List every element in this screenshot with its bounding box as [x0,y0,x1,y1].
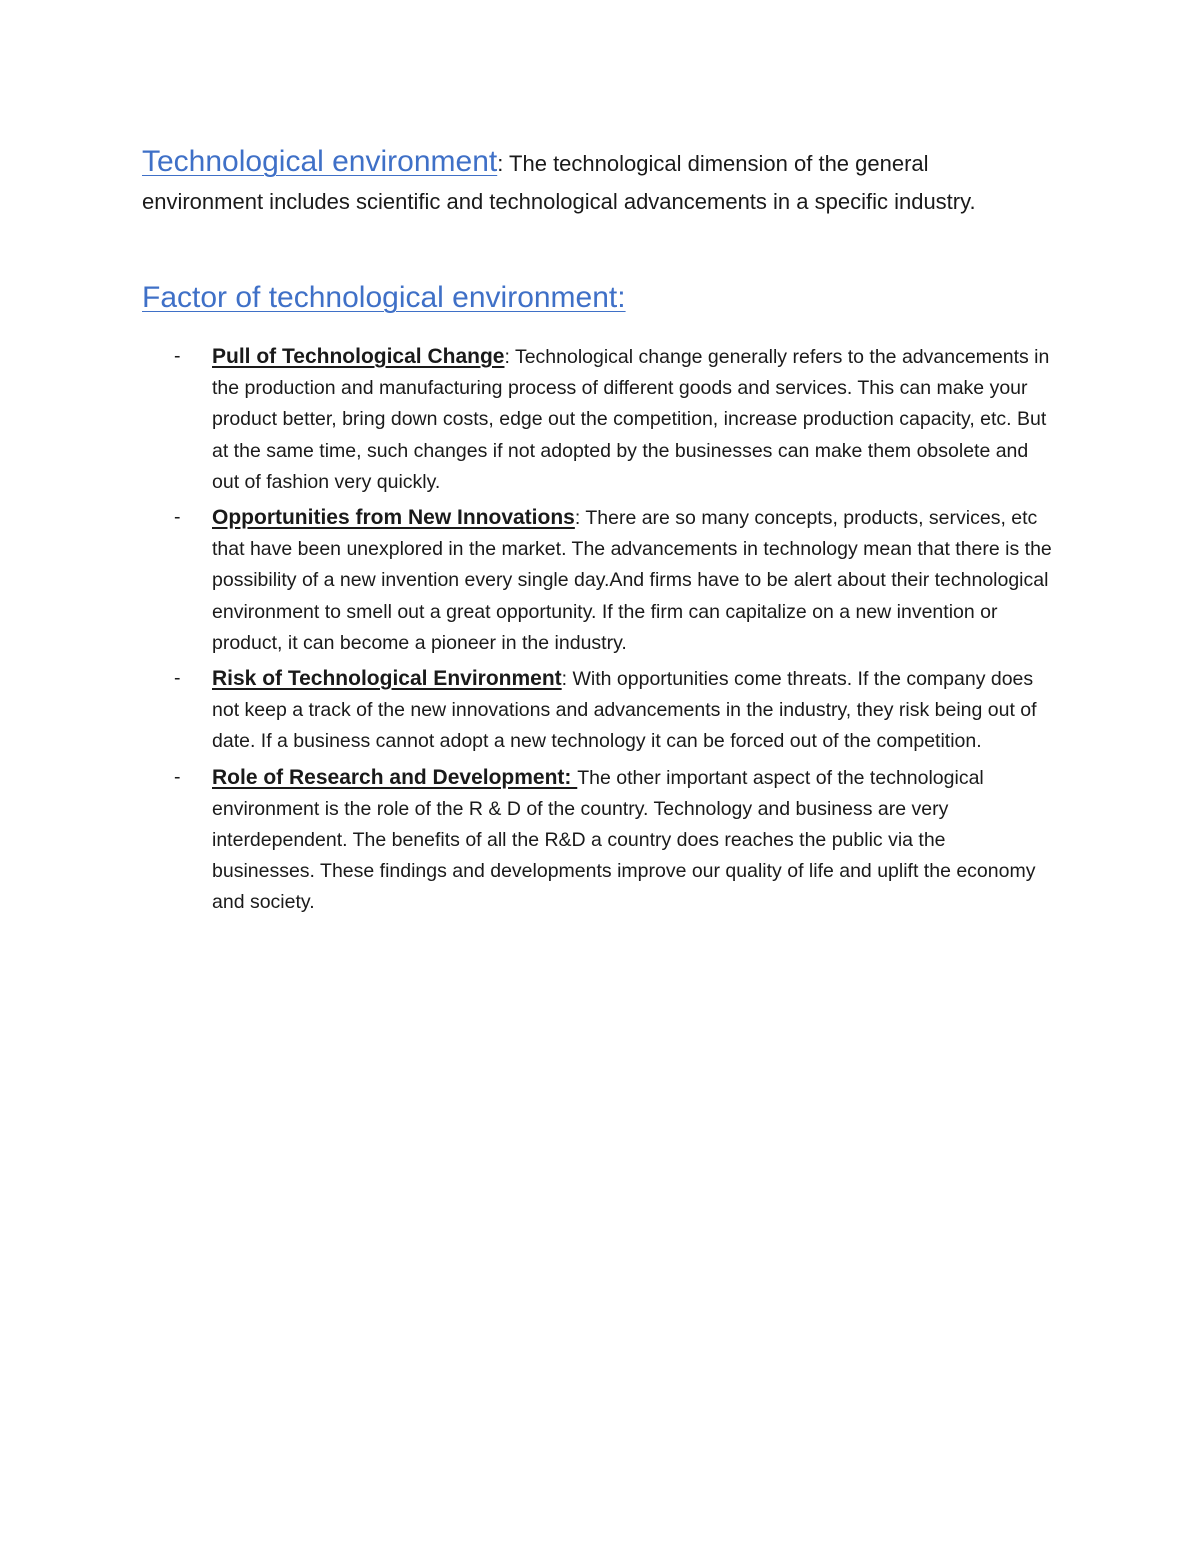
factor-title: Opportunities from New Innovations [212,506,575,530]
list-item [172,341,1052,498]
list-bullet: - [174,345,181,367]
list-bullet: - [174,765,181,788]
list-item [172,663,1052,758]
intro-text: : The technological dimension of the general environment includes scientific and technological advancements in a specific industry. [142,151,976,214]
factor-text: : With opportunities come threats. If the company does not keep a track of the new innovations and advancements in the industry, they risk being out of date. If a business cannot adopt a new technology it can be forced out of the competition. [212,668,1037,753]
list-item [172,762,1052,919]
intro-paragraph [142,143,1042,221]
factor-title: Pull of Technological Change [212,345,505,368]
factor-text: The other important aspect of the technological environment is the role of the R & D of the country. Technology and business are very interdependent. The benefits of all the R&D a country does reaches the public via the businesses. These findings and developments improve our quality of life and uplift the economy and society. [212,766,1036,914]
intro-term: Technological environment [142,145,498,178]
factor-text: : Technological change generally refers to the advancements in the production and manufacturing process of different goods and services. This can make your product better, bring down costs, edge out the competition, increase production capacity, etc. But at the same time, such changes if not adopted by the businesses can make them obsolete and out of fashion very quickly. [212,346,1050,493]
factor-title: Role of Research and Development: [212,765,578,789]
list-item [172,502,1052,659]
section-heading: Factor of technological environment: [142,281,626,314]
factor-list [172,341,1052,923]
list-bullet: - [174,506,181,529]
factor-title: Risk of Technological Environment [212,667,562,691]
factor-text: : There are so many concepts, products, services, etc that have been unexplored in the market. The advancements in technology mean that there is the possibility of a new invention every single day.And firms have to be alert about their technological environment to smell out a great opportunity. If the firm can capitalize on a new invention or product, it can become a pioneer in the industry. [212,507,1052,654]
list-bullet: - [174,667,181,690]
